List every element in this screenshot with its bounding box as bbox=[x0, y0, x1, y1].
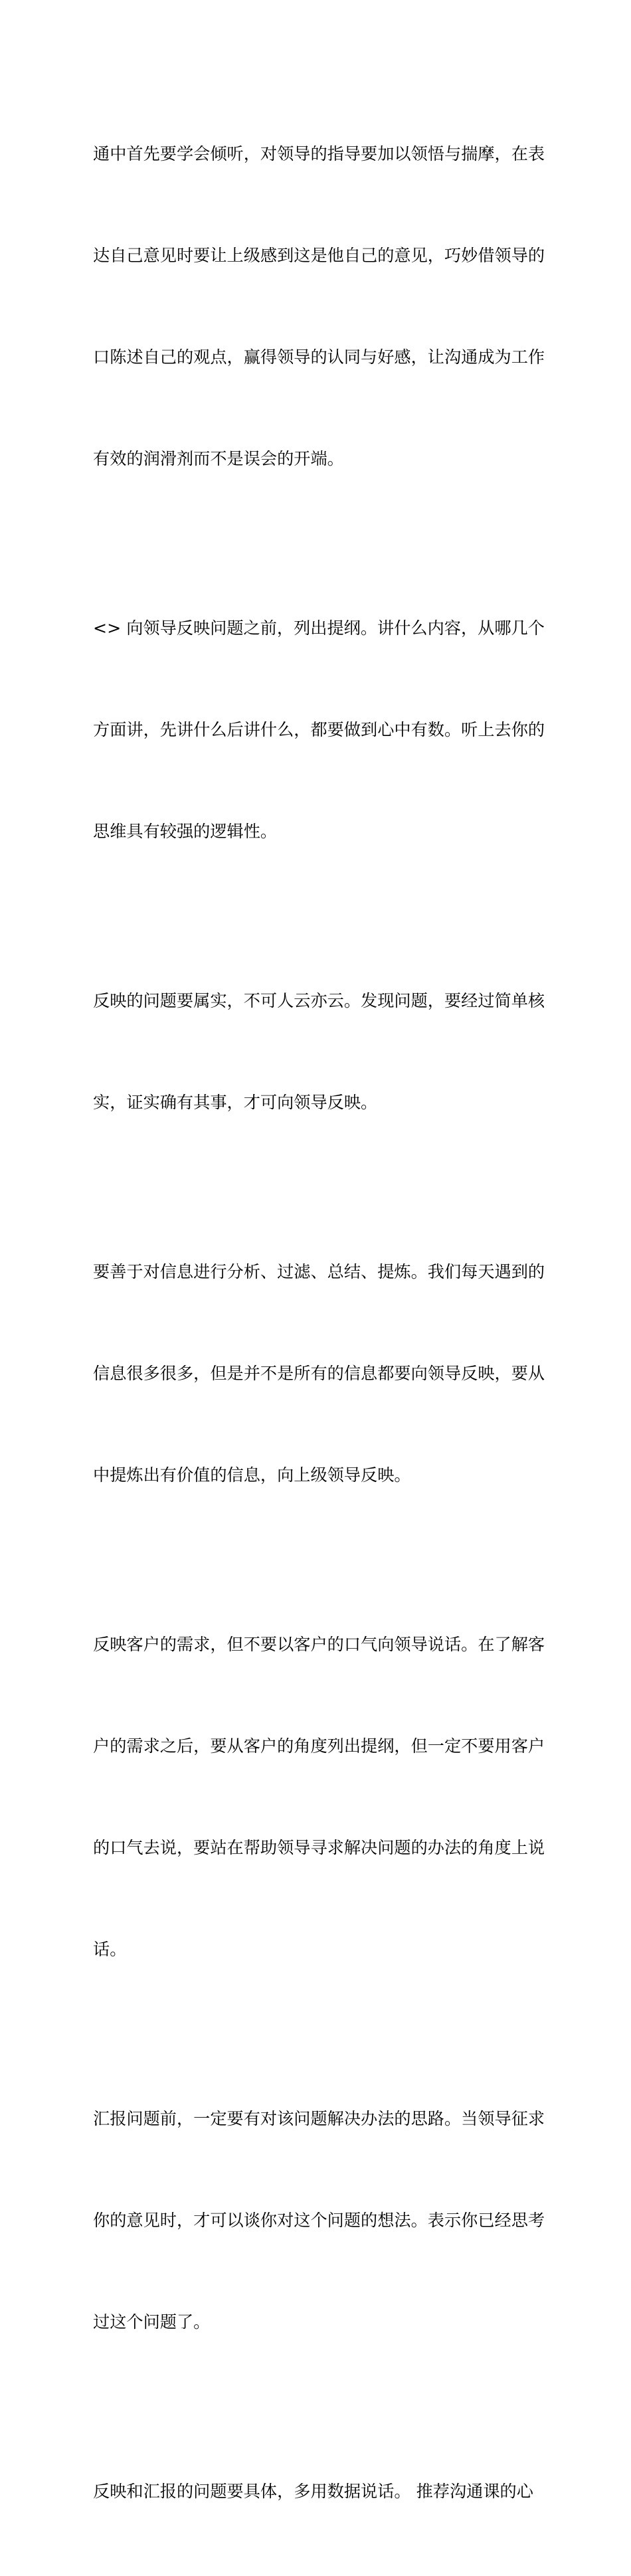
text-line: <> 向领导反映问题之前，列出提纲。讲什么内容，从哪几个 bbox=[93, 618, 545, 638]
text-line: 中提炼出有价值的信息，向上级领导反映。 bbox=[93, 1465, 411, 1485]
text-line: 你的意见时，才可以谈你对这个问题的想法。表示你已经思考 bbox=[93, 2211, 545, 2230]
text-line: 户的需求之后，要从客户的角度列出提纲，但一定不要用客户 bbox=[93, 1736, 545, 1756]
text-line: 要善于对信息进行分析、过滤、总结、提炼。我们每天遇到的 bbox=[93, 1262, 545, 1281]
paragraph-data bbox=[93, 2407, 551, 2576]
text-line: 方面讲，先讲什么后讲什么，都要做到心中有数。听上去你的 bbox=[93, 720, 545, 739]
text-line: 汇报问题前，一定要有对该问题解决办法的思路。当领导征求 bbox=[93, 2109, 545, 2128]
text-line: 话。 bbox=[93, 1940, 127, 1959]
text-line: 反映客户的需求，但不要以客户的口气向领导说话。在了解客 bbox=[93, 1635, 545, 1654]
paragraph-analyze bbox=[93, 1187, 551, 1560]
text-line: 有效的润滑剂而不是误会的开端。 bbox=[93, 449, 344, 468]
paragraph-verify bbox=[93, 916, 551, 1187]
text-line: 反映的问题要属实，不可人云亦云。发现问题，要经过简单核 bbox=[93, 991, 545, 1010]
text-line: 达自己意见时要让上级感到这是他自己的意见，巧妙借领导的 bbox=[93, 246, 545, 265]
document-body bbox=[93, 69, 551, 2576]
text-line: 的口气去说，要站在帮助领导寻求解决问题的办法的角度上说 bbox=[93, 1838, 545, 1857]
text-line: 思维具有较强的逻辑性。 bbox=[93, 822, 278, 841]
text-line: 通中首先要学会倾听，对领导的指导要加以领悟与揣摩，在表 bbox=[93, 144, 545, 163]
text-line: 实，证实确有其事，才可向领导反映。 bbox=[93, 1093, 378, 1112]
text-line: 口陈述自己的观点，赢得领导的认同与好感，让沟通成为工作 bbox=[93, 347, 545, 367]
text-line: 反映和汇报的问题要具体，多用数据说话。 推荐沟通课的心 bbox=[93, 2482, 533, 2501]
text-line: 信息很多很多，但是并不是所有的信息都要向领导反映，要从 bbox=[93, 1364, 545, 1383]
text-line: 过这个问题了。 bbox=[93, 2312, 211, 2332]
paragraph-customer bbox=[93, 1560, 551, 2034]
paragraph-listening bbox=[93, 69, 551, 543]
paragraph-solution bbox=[93, 2034, 551, 2407]
paragraph-outline bbox=[93, 543, 551, 916]
